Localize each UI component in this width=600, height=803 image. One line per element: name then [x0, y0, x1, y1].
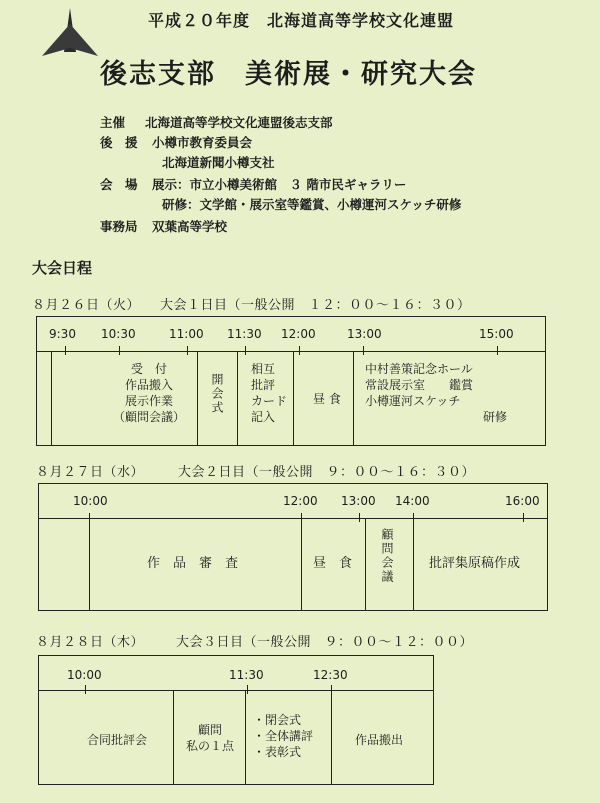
day1-reception-line: 受 付	[130, 362, 167, 376]
day1-critique-line: 相互	[251, 362, 276, 376]
day2-divider	[301, 518, 302, 610]
day2-date: ８月２７日（水）	[36, 465, 145, 480]
day1-opening-ceremony: 開会式	[210, 373, 224, 415]
day1-tick	[299, 346, 300, 355]
day1-tick	[245, 346, 246, 355]
day1-time-axis	[37, 351, 545, 352]
day2-time: 12:00	[283, 494, 318, 508]
day2-review: 作 品 審 査	[147, 556, 239, 571]
support-value-2: 北海道新聞小樽支社	[162, 155, 275, 170]
day1-activity-line: 常設展示室 鑑賞	[365, 378, 474, 392]
day2-divider	[413, 518, 414, 610]
day1-time: 10:30	[101, 327, 136, 341]
day1-activity-line: 小樽運河スケッチ	[365, 394, 461, 408]
schedule-heading: 大会日程	[32, 259, 93, 277]
day2-time: 13:00	[341, 494, 376, 508]
day1-tick	[497, 346, 498, 355]
day1-time: 15:00	[479, 327, 514, 341]
day3-time: 11:30	[229, 668, 264, 682]
day1-reception-line: 展示作業	[124, 394, 173, 408]
day3-tick	[247, 685, 248, 694]
day1-critique-line: 記入	[251, 410, 276, 424]
federation-year-title: 平成２０年度 北海道高等学校文化連盟	[148, 11, 455, 30]
page-title: 後志支部 美術展・研究大会	[100, 59, 477, 90]
day3-advisor-line: 私の１点	[185, 739, 234, 753]
day1-critique-line: カード	[251, 394, 288, 408]
day1-tick	[65, 346, 66, 355]
day1-critique-cell	[251, 361, 287, 425]
day2-time: 14:00	[395, 494, 430, 508]
day2-time: 16:00	[505, 494, 540, 508]
day3-ceremony-line: ・閉会式	[253, 713, 302, 727]
day3-ceremony-line: ・全体講評	[253, 729, 314, 743]
day3-ceremony-cell	[253, 712, 313, 760]
day1-divider	[237, 351, 238, 445]
office-label: 事務局	[100, 219, 138, 234]
day3-time: 10:00	[67, 668, 102, 682]
day1-divider	[353, 351, 354, 445]
day2-lunch: 昼 食	[313, 556, 353, 571]
day1-reception-line: （顧問会議）	[112, 410, 185, 424]
day2-divider	[365, 518, 366, 610]
federation-logo-icon	[38, 6, 102, 58]
day2-divider	[89, 518, 90, 610]
day1-date: ８月２６日（火）	[32, 298, 141, 313]
day3-artwork-removal: 作品搬出	[355, 733, 404, 747]
day1-activity-cell	[365, 361, 525, 425]
day1-time: 11:30	[227, 327, 262, 341]
day1-activity-line: 中村善策記念ホール	[365, 362, 473, 376]
day3-date: ８月２８日（木）	[36, 635, 145, 650]
office-value: 双葉高等学校	[152, 219, 228, 234]
day2-advisor-meeting: 顧問会議	[380, 528, 394, 584]
day1-time: 11:00	[169, 327, 204, 341]
day3-divider	[245, 690, 246, 784]
day2-timeline	[38, 483, 548, 611]
day3-ceremony-line: ・表彰式	[253, 745, 302, 759]
day3-tick	[85, 685, 86, 694]
day2-time: 10:00	[73, 494, 108, 508]
day3-time: 12:30	[313, 668, 348, 682]
day1-tick	[363, 346, 364, 355]
day3-advisor-line: 顧問	[197, 723, 222, 737]
organizer-label: 主催	[100, 115, 126, 130]
day2-description: 大会２日目（一般公開 ９：００～１６：３０）	[178, 465, 476, 480]
day3-description: 大会３日目（一般公開 ９：００～１２：００）	[176, 635, 474, 650]
day3-divider	[173, 690, 174, 784]
day1-reception-cell	[99, 361, 199, 425]
day1-time: 12:00	[281, 327, 316, 341]
venue-value-1: 展示：市立小樽美術館 ３ 階市民ギャラリー	[152, 177, 407, 192]
day3-advisor-cell	[175, 722, 245, 754]
support-value-1: 小樽市教育委員会	[152, 135, 253, 150]
day3-timeline	[38, 655, 434, 785]
day1-description: 大会１日目（一般公開 １２：００～１６：３０）	[160, 298, 471, 313]
day1-reception-line: 作品搬入	[124, 378, 173, 392]
day2-time-axis	[39, 518, 547, 519]
day1-divider	[51, 351, 52, 445]
day1-tick	[119, 346, 120, 355]
venue-value-2: 研修：文学館・展示室等鑑賞、小樽運河スケッチ研修	[162, 197, 462, 212]
organizer-value: 北海道高等学校文化連盟後志支部	[145, 115, 333, 130]
day1-time: 13:00	[347, 327, 382, 341]
day1-tick	[187, 346, 188, 355]
venue-label: 会 場	[100, 177, 138, 192]
day1-time: 9:30	[49, 327, 76, 341]
day2-tick	[523, 513, 524, 522]
day2-book-drafting: 批評集原稿作成	[429, 556, 521, 571]
day1-activity-line: 研修	[482, 410, 507, 424]
day2-tick	[359, 513, 360, 522]
day1-lunch: 昼 食	[313, 392, 341, 406]
support-label: 後 援	[100, 135, 138, 150]
day1-timeline	[36, 316, 546, 446]
day1-divider	[293, 351, 294, 445]
day3-joint-critique: 合同批評会	[87, 733, 148, 747]
day3-time-axis	[39, 690, 433, 691]
day1-critique-line: 批評	[251, 378, 276, 392]
day3-divider	[331, 690, 332, 784]
